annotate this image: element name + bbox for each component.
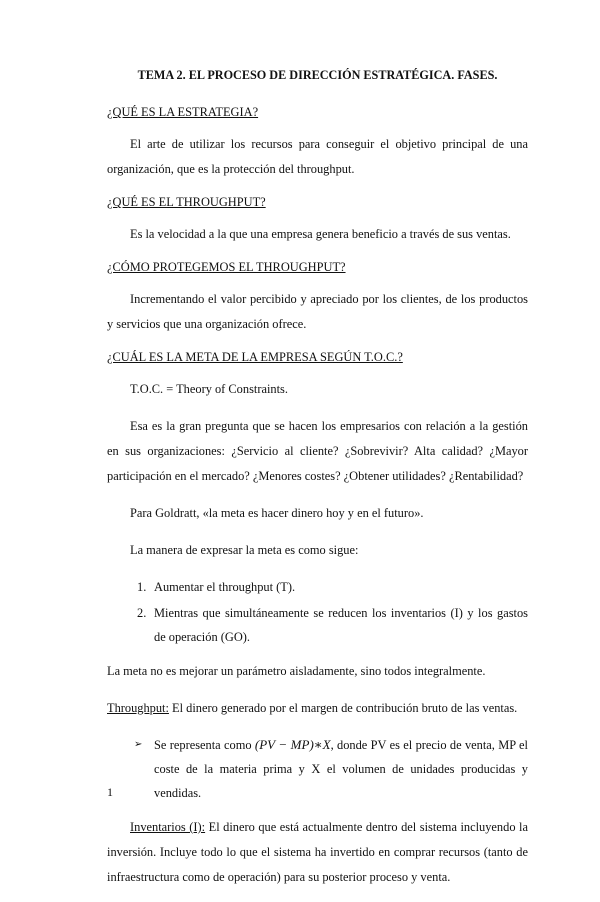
heading-meta-empresa: ¿CUÁL ES LA META DE LA EMPRESA SEGÚN T.O.C.? [107,350,403,364]
arrow-bullet-icon: ➢ [134,739,143,750]
paragraph-gran-pregunta: Esa es la gran pregunta que se hacen los empresarios con relación a la gestión en sus organizaciones: ¿Servicio al cliente? ¿Sobrevivir? Alta calidad? ¿Mayor participación en el mercado? ¿Menores costes? ¿Obtener utilidades? ¿Rentabilidad? [107,419,528,483]
heading-como-protegemos: ¿CÓMO PROTEGEMOS EL THROUGHPUT? [107,260,346,274]
paragraph-manera-expresar: La manera de expresar la meta es como sigue: [130,543,359,557]
page-content [107,68,528,902]
paragraph-toc: T.O.C. = Theory of Constraints. [130,382,288,396]
term-inventarios-definition: El dinero que está actualmente dentro del sistema incluyendo la inversión. Incluye todo lo que el sistema ha invertido en comprar recursos (tanto de infraestructura como de operación) para su posterior proceso y venta. [107,820,528,884]
list-number: 1. [137,580,147,594]
paragraph-estrategia: El arte de utilizar los recursos para conseguir el objetivo principal de una organización, que es la protección del throughput. [107,137,528,176]
throughput-formula: (PV − MP)∗X [254,737,331,752]
paragraph-meta-note: La meta no es mejorar un parámetro aisladamente, sino todos integralmente. [107,664,486,678]
paragraph-proteccion: Incrementando el valor percibido y apreciado por los clientes, de los productos y servicios que una organización ofrece. [107,292,528,331]
paragraph-throughput-term [107,696,528,721]
term-inventarios: Inventarios (I): [130,820,206,834]
bullet-formula [107,733,528,805]
term-throughput: Throughput: [107,701,169,715]
heading-que-es-estrategia: ¿QUÉ ES LA ESTRATEGIA? [107,105,259,119]
bullet-text-pre: Se representa como [154,738,255,752]
list-item-text: Mientras que simultáneamente se reducen los inventarios (I) y los gastos de operación (GO). [154,606,528,644]
list-item [107,575,528,599]
paragraph-goldratt: Para Goldratt, «la meta es hacer dinero hoy y en el futuro». [130,506,424,520]
list-number: 2. [137,606,147,620]
heading-que-es-throughput: ¿QUÉ ES EL THROUGHPUT? [107,195,266,209]
bullet-text-post: , donde PV es el precio de venta, MP el coste de la materia prima y X el volumen de unidades producidas y vendidas. [154,738,529,800]
list-item [107,601,528,649]
meta-list [107,575,528,649]
list-item-text: Aumentar el throughput (T). [154,580,296,594]
document-title: TEMA 2. EL PROCESO DE DIRECCIÓN ESTRATÉGICA. FASES. [137,68,498,82]
paragraph-inventarios [107,815,528,890]
term-throughput-definition: El dinero generado por el margen de contribución bruto de las ventas. [168,701,518,715]
page-number: 1 [107,785,113,799]
paragraph-throughput-definition: Es la velocidad a la que una empresa genera beneficio a través de sus ventas. [130,227,511,241]
